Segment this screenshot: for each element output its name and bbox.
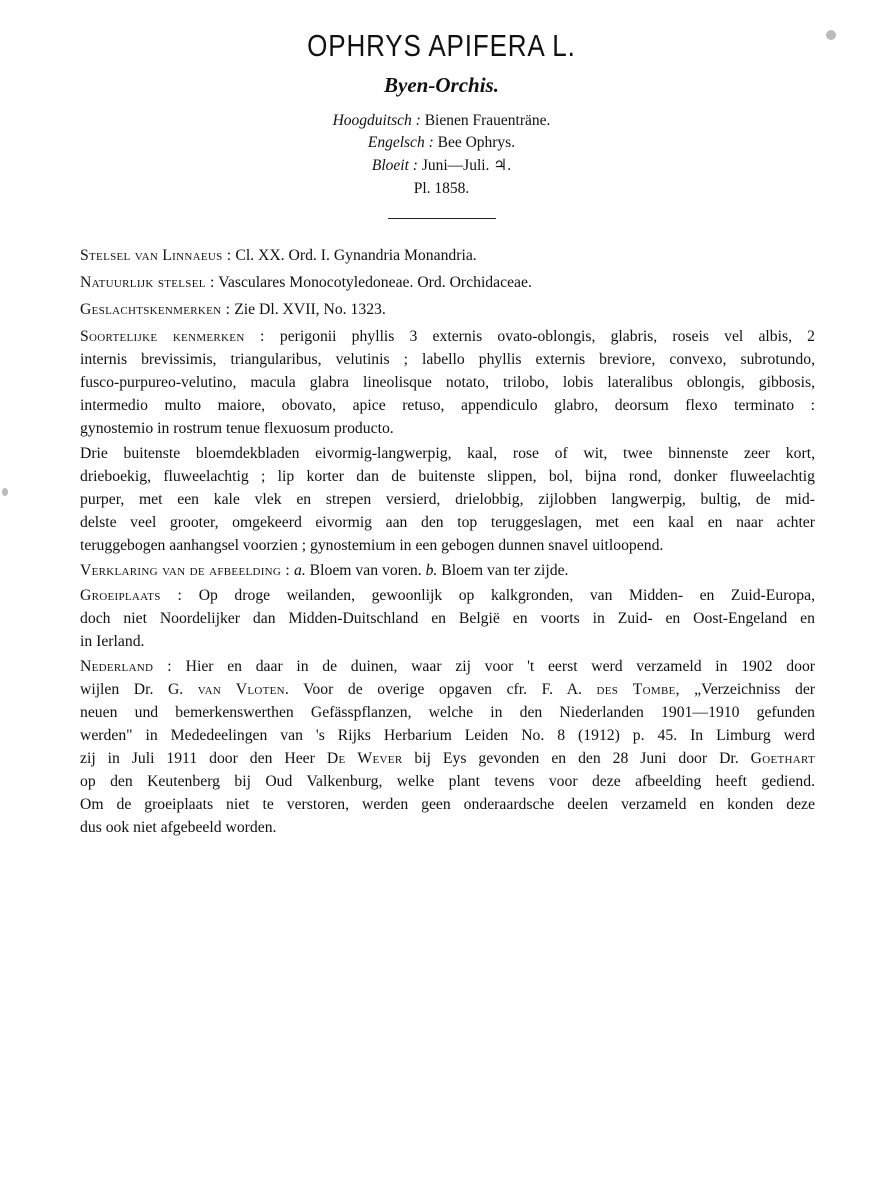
groeiplaats-line-1 — [80, 585, 815, 607]
stelsel-label: Stelsel van Linnaeus : — [80, 247, 232, 264]
soort-line-2: internis brevissimis, triangularibus, velutinis ; labello phyllis externis breviore, convexo, subrotundo, — [80, 351, 815, 368]
bloeit-label: Bloeit : — [371, 157, 418, 174]
author-goethart: Goethart — [750, 750, 816, 767]
plate-number: Pl. 1858. — [413, 180, 470, 197]
soort-label: Soortelijke kenmerken : — [80, 328, 265, 345]
engelsch-value: Bee Ophrys. — [437, 134, 516, 151]
soort-text-1: perigonii phyllis 3 externis ovato-oblongis, glabris, roseis vel albis, 2 — [279, 328, 816, 345]
page-title: OPHRYS APIFERA L. — [307, 28, 576, 63]
groeiplaats-line-2: doch niet Noordelijker dan Midden-Duitschland en België en voorts in Zuid- en Oost-Engeland en — [80, 610, 815, 627]
engelsch-label: Engelsch : — [367, 134, 434, 151]
natuurlijk-label: Natuurlijk stelsel : — [80, 274, 215, 291]
header-divider — [388, 218, 496, 219]
hoogduitsch-label: Hoogduitsch : — [332, 112, 421, 129]
drie-line-4: delste veel grooter, omgekeerd eivormig aan den top teruggeslagen, met een kaal en naar achter — [80, 514, 815, 531]
natuurlijk-text: Vasculares Monocotyledoneae. Ord. Orchidaceae. — [218, 274, 532, 291]
verklaring-a: a. — [293, 562, 306, 579]
soort-line-4: intermedio multo maiore, obovato, apice retuso, appendiculo glabro, deorsum flexo terminato : — [80, 397, 815, 414]
hoogduitsch-line — [0, 112, 883, 130]
bloeit-line — [0, 156, 883, 175]
groeiplaats-line-3: in Ierland. — [80, 633, 145, 650]
scan-speck — [826, 30, 836, 40]
nederland-line-4: werden" in Mededeelingen van 's Rijks Herbarium Leiden No. 8 (1912) p. 45. In Limburg werd — [80, 727, 815, 744]
drie-line-1: Drie buitenste bloemdekbladen eivormig-langwerpig, kaal, rose of wit, twee binnenste zeer kort, — [80, 445, 815, 462]
hoogduitsch-value: Bienen Frauenträne. — [424, 112, 551, 129]
verklaring-text-a: Bloem van voren. — [309, 562, 422, 579]
nederland-line-7: Om de groeiplaats niet te verstoren, werden geen onderaardsche deelen verzameld en konden deze — [80, 796, 815, 813]
nederland-text-2a: wijlen Dr. G. — [80, 681, 184, 698]
verklaring-b: b. — [425, 562, 438, 579]
engelsch-line — [0, 134, 883, 152]
nederland-text-5b: bij Eys gevonden en den 28 Juni door Dr. — [414, 750, 739, 767]
nederland-line-6: op den Keutenberg bij Oud Valkenburg, welke plant tevens voor deze afbeelding heeft gediend. — [80, 773, 815, 790]
verklaring-label: Verklaring van de afbeelding : — [80, 562, 291, 579]
drie-line-5: teruggebogen aanhangsel voorzien ; gynostemium in een gebogen dunnen snavel uitloopend. — [80, 537, 664, 554]
soort-line-1 — [80, 326, 815, 348]
nederland-text-2c: , „Verzeichniss der — [675, 681, 816, 698]
stelsel-line — [80, 245, 815, 267]
nederland-line-2 — [80, 679, 815, 701]
author-van-vloten: van Vloten — [197, 681, 285, 698]
author-des-tombe: des Tombe — [596, 681, 676, 698]
drie-line-2: drieboekig, fluweelachtig ; lip korter dan de buitenste slippen, bol, bijna rond, donker fluweelachtig — [80, 468, 815, 485]
author-de-wever: De Wever — [326, 750, 403, 767]
geslacht-text: Zie Dl. XVII, No. 1323. — [234, 301, 386, 318]
geslacht-line — [80, 299, 815, 321]
nederland-text-1: Hier en daar in de duinen, waar zij voor 't eerst werd verzameld in 1902 door — [185, 658, 816, 675]
groeiplaats-label: Groeiplaats : — [80, 587, 183, 604]
verklaring-line — [80, 560, 815, 582]
stelsel-text: Cl. XX. Ord. I. Gynandria Monandria. — [235, 247, 477, 264]
drie-line-3: purper, met een kale vlek en strepen versierd, drielobbig, zijlobben langwerpig, bultig, de mid- — [80, 491, 815, 508]
soort-line-3: fusco-purpureo-velutino, macula glabra lineolisque notato, trilobo, lobis lateralibus oblongis, gibbosis, — [80, 374, 815, 391]
groeiplaats-text-1: Op droge weilanden, gewoonlijk op kalkgronden, van Midden- en Zuid-Europa, — [198, 587, 816, 604]
page-subtitle: Byen-Orchis. — [384, 73, 499, 97]
nederland-line-5 — [80, 748, 815, 770]
nederland-text-5a: zij in Juli 1911 door den Heer — [80, 750, 315, 767]
nederland-label: Nederland : — [80, 658, 172, 675]
soort-line-5: gynostemio in rostrum tenue flexuosum producto. — [80, 420, 394, 437]
nederland-line-8: dus ook niet afgebeeld worden. — [80, 819, 277, 836]
geslacht-label: Geslachtskenmerken : — [80, 301, 231, 318]
natuurlijk-line — [80, 272, 815, 294]
verklaring-text-b: Bloem van ter zijde. — [441, 562, 569, 579]
bloeit-value: Juni—Juli. ♃. — [421, 157, 512, 174]
nederland-line-1 — [80, 656, 815, 678]
nederland-line-3: neuen und bemerkenswerthen Gefässpflanzen, welche in den Niederlanden 1901—1910 gefunden — [80, 704, 815, 721]
scan-speck — [2, 488, 8, 496]
nederland-text-2b: . Voor de overige opgaven cfr. F. A. — [284, 681, 582, 698]
